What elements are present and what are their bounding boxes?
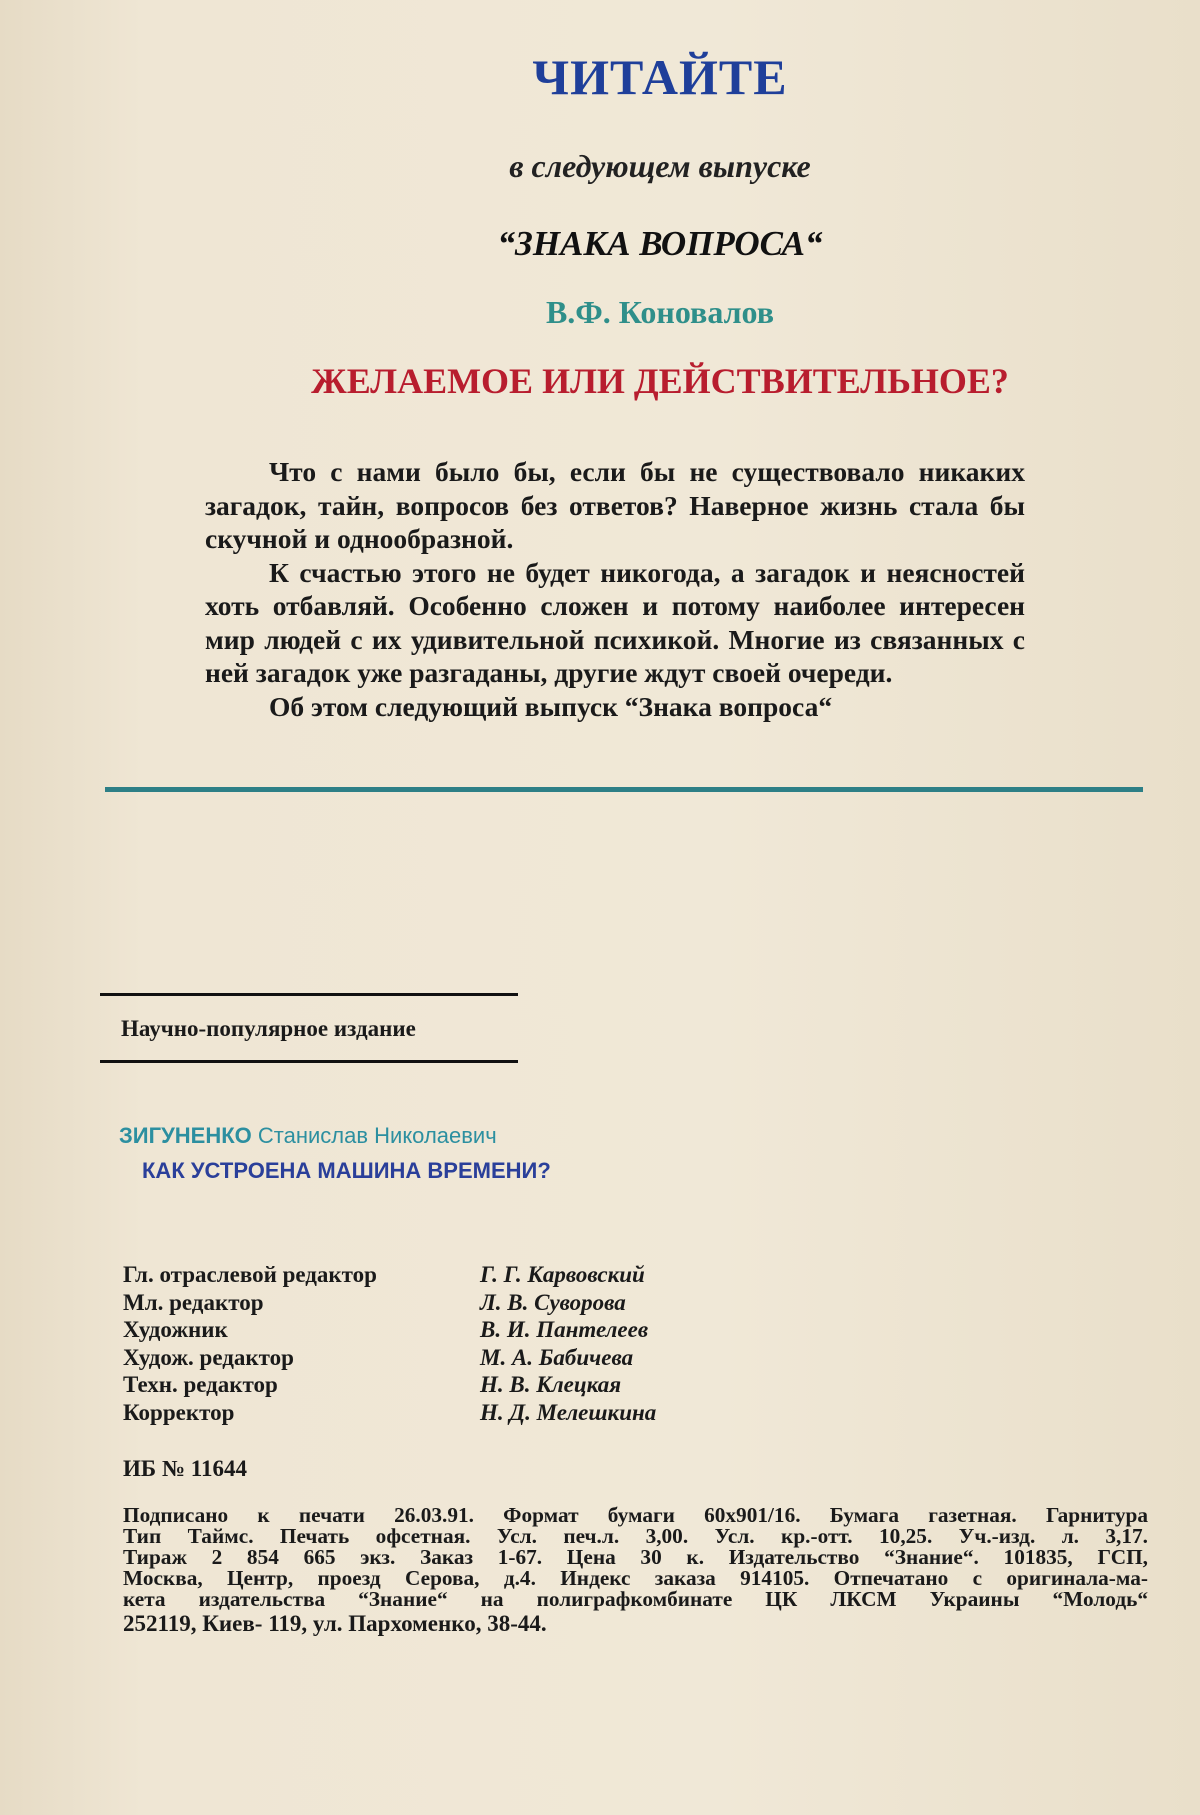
announcement-title: ЖЕЛАЕМОЕ ИЛИ ДЕЙСТВИТЕЛЬНОЕ? (311, 361, 1009, 401)
credit-row (123, 1290, 656, 1318)
credit-role: Гл. отраслевой редактор (123, 1262, 377, 1287)
announcement-author: В.Ф. Коновалов (545, 294, 775, 330)
credit-role: Худож. редактор (123, 1344, 294, 1370)
credit-row (123, 1372, 656, 1400)
edition-rule-bottom (100, 1060, 518, 1063)
credit-row (123, 1317, 656, 1345)
credit-name: М. А. Бабичева (480, 1344, 634, 1370)
imprint-line: кета издательства “Знание“ на полиграфкомбинате ЦК ЛКСМ Украины “Молодь“ (123, 1587, 1148, 1611)
credit-role: Техн. редактор (123, 1372, 278, 1398)
imprint-block (123, 1505, 1148, 1634)
credit-row (123, 1262, 656, 1290)
credit-name: Л. В. Суворова (480, 1289, 626, 1315)
credit-name: В. И. Пантелеев (480, 1317, 649, 1343)
credit-name: Г. Г. Карвовский (480, 1262, 645, 1287)
edition-type: Научно-популярное издание (121, 1016, 416, 1041)
paragraph: К счастью этого не будет никогода, а загадок и неясностей хоть отбавляй. Особенно сложен и потому наиболее интересен мир людей с их удивительной психикой. Многие из связанных с ней загадок уже разгаданы, другие ждут своей очереди. (205, 556, 1025, 688)
magazine-name: “ЗНАКА ВОПРОСА“ (497, 224, 823, 263)
paragraph: Что с нами было бы, если бы не существовало никаких загадок, тайн, вопросов без ответов? Наверное жизнь стала бы скучной и однообразной. (205, 456, 1025, 554)
credit-row (123, 1400, 656, 1428)
book-author (119, 1123, 497, 1149)
imprint-line: Тип Таймс. Печать офсетная. Усл. печ.л. 3,00. Усл. кр.-отт. 10,25. Уч.-изд. л. 3,17. (123, 1524, 1148, 1548)
imprint-line: Москва, Центр, проезд Серова, д.4. Индекс заказа 914105. Отпечатано с оригинала-ма- (123, 1566, 1148, 1590)
ib-number: ИБ № 11644 (123, 1456, 247, 1481)
announcement-text (205, 455, 1025, 723)
read-heading: ЧИТАЙТЕ (532, 49, 788, 105)
credit-role: Корректор (123, 1399, 235, 1425)
author-surname: ЗИГУНЕНКО (119, 1123, 252, 1148)
credit-role: Художник (123, 1317, 228, 1343)
imprint-line: Тираж 2 854 665 экз. Заказ 1-67. Цена 30 к. Издательство “Знание“. 101835, ГСП, (123, 1545, 1148, 1569)
next-issue-label: в следующем выпуске (509, 148, 811, 184)
divider-rule (105, 787, 1143, 792)
author-given-name: Станислав Николаевич (257, 1123, 497, 1148)
credit-row (123, 1345, 656, 1373)
credits-list (123, 1262, 656, 1428)
book-title: КАК УСТРОЕНА МАШИНА ВРЕМЕНИ? (142, 1158, 551, 1183)
imprint-line: Подписано к печати 26.03.91. Формат бумаги 60х901/16. Бумага газетная. Гарнитура (123, 1503, 1148, 1527)
edition-rule-top (100, 993, 518, 996)
printer-address: 252119, Киев- 119, ул. Пархоменко, 38-44. (123, 1611, 547, 1636)
credit-name: Н. В. Клецкая (480, 1372, 622, 1398)
credit-role: Мл. редактор (123, 1289, 264, 1315)
paragraph: Об этом следующий выпуск “Знака вопроса“ (269, 690, 833, 722)
credit-name: Н. Д. Мелешкина (480, 1399, 657, 1425)
